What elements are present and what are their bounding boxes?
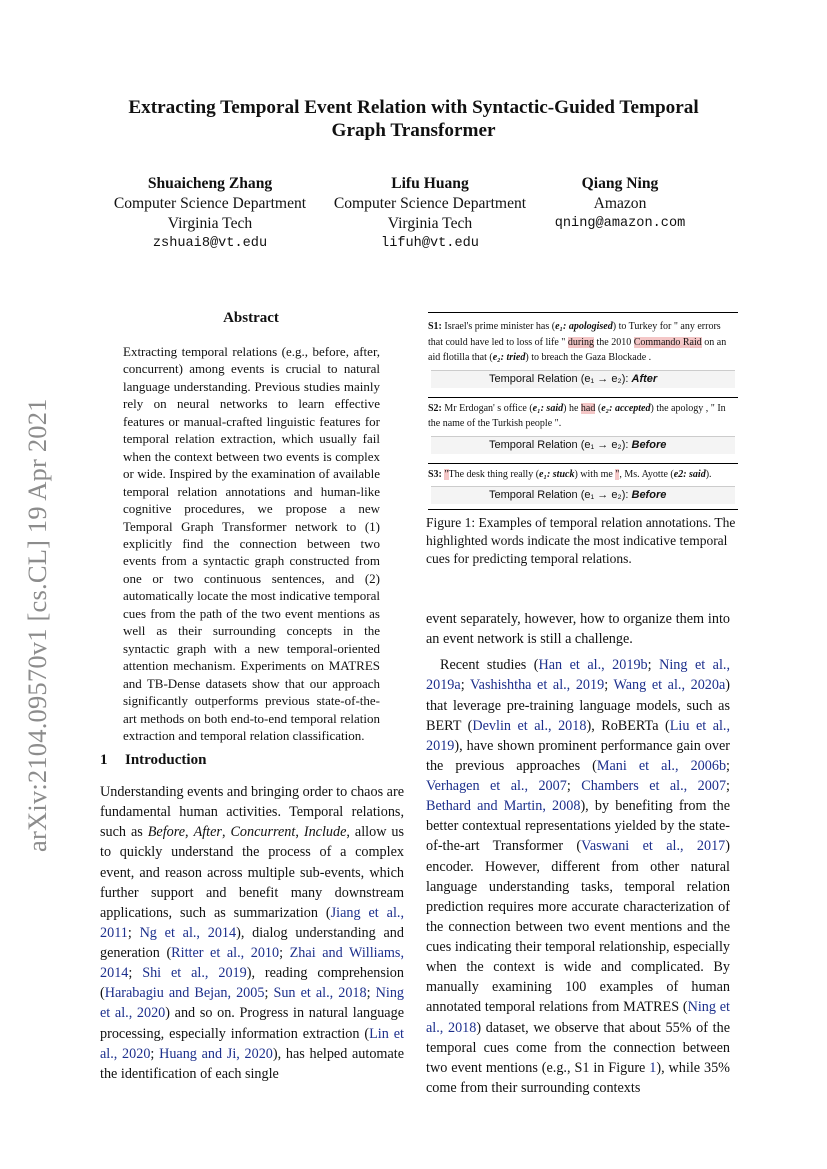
author-block-2 [325,174,535,254]
relation-value: Before [631,489,667,501]
relation-bar-s1: Temporal Relation (e₁ → e₂): After [431,370,735,388]
paper-title [80,96,747,142]
intro-column-right [426,609,730,1098]
citation-link[interactable]: Zhai and Williams, 2014 [100,945,404,982]
intro-column-left [100,782,404,1084]
intro-paragraph: Understanding events and bringing order to chaos are fundamental human activities. Temporal relations, such as Before, After, Concurrent, Include, allow us to quickly understand the process of a complex event, and reason across multiple sub-events, which further support and benefit many downstream applications, such as summarization (Jiang et al., 2011; Ng et al., 2014), dialog understanding and generation (Ritter et al., 2010; Zhai and Williams, 2014; Shi et al., 2019), reading comprehension (Harabagiu and Bejan, 2005; Sun et al., 2018; Ning et al., 2020) and so on. Progress in natural language processing, especially information extraction (Lin et al., 2020; Huang and Ji, 2020), has helped automate the identification of each single [100,784,405,1082]
relation-value: Before [631,438,667,451]
intro-paragraph: event separately, however, how to organize them into an event network is still a challenge. [426,611,730,648]
relation-bar-s2: Temporal Relation (e₁ → e₂): Before [431,436,735,454]
author-email[interactable]: zshuai8@vt.edu [152,236,268,251]
citation-link[interactable]: Mani et al., 2006b [596,757,727,774]
abstract-text: Extracting temporal relations (e.g., before, after, concurrent) among events is crucial to natural language understanding. Previous studies mainly rely on neural networks to learn effective features or manual-crafted linguistic features for temporal relation extraction, which usually fail when the context between two events is complex or wide. Inspired by the examination of available temporal relation annotations and human-like cognitive procedures, we propose a new Temporal Graph Transformer network to (1) explicitly find the connection between two events from a syntactic graph constructed from one or two continuous sentences, and (2) automatically locate the most indicative temporal cues from the path of the two event mentions as well as their surrounding concepts in the syntactic graph with a new temporal-oriented attention mechanism. Experiments on MATRES and TB-Dense datasets show that our approach significantly outperforms previous state-of-the-art methods on both end-to-end temporal relation extraction and temporal relation classification. [123,344,380,743]
relation-bar-s3: Temporal Relation (e₁ → e₂): Before [431,486,735,504]
title-line-1: Extracting Temporal Event Relation with Syntactic-Guided Temporal [128,97,699,118]
citation-link[interactable]: Vaswani et al., 2017 [581,838,726,855]
author-affiliation: Virginia Tech [387,215,473,232]
example-s1: S1: Israel's prime minister has (e₁: apologised) to Turkey for " any errors that could have led to loss of life " during the 2010 Commando Raid on an aid flotilla that (e₂: tried) to breach the Gaza Blockade . [428,321,727,363]
figure-caption: Figure 1: Examples of temporal relation annotations. The highlighted words indicate the most indicative temporal cues for predicting temporal relations. [426,515,736,566]
section-title: Introduction [125,752,207,768]
citation-link[interactable]: Shi et al., 2019 [142,965,247,982]
section-number: 1 [100,752,108,768]
section-heading [100,752,206,769]
temporal-cue-highlight: Commando Raid [633,336,702,348]
citation-link[interactable]: Ritter et al., 2010 [171,945,280,961]
temporal-cue-highlight: " [615,468,620,480]
author-affiliation: Virginia Tech [167,215,253,232]
citation-link[interactable]: Sun et al., 2018 [273,985,367,1002]
intro-paragraph: Recent studies (Han et al., 2019b; Ning et al., 2019a; Vashishtha et al., 2019; Wang et al., 2020a) that leverage pre-training language models, such as BERT (Devlin et al., 2018), RoBERTa (Liu et al., 2019), have shown prominent performance gain over the previous approaches (Mani et al., 2006b; Verhagen et al., 2007; Chambers et al., 2007; Bethard and Martin, 2008), by benefiting from the better contextual representations yielded by the state-of-the-art Transformer (Vaswani et al., 2017) encoder. However, different from other natural language understanding tasks, temporal relation prediction requires more accurate characterization of the connection between two event mentions and the cues indicating their temporal relationship, especially when the context is wide and complicated. By manually examining 100 examples of human annotated temporal relations from MATRES (Ning et al., 2018) dataset, we observe that about 55% of the temporal cues come from the connection between two event mentions (e.g., S1 in Figure 1), while 35% come from their surrounding contexts [426,657,731,1096]
author-email[interactable]: qning@amazon.com [554,216,686,231]
citation-link[interactable]: Wang et al., 2020a [613,677,726,694]
citation-link[interactable]: Ning et al., 2019a [426,657,730,694]
citation-link[interactable]: Ng et al., 2014 [139,924,237,941]
author-affiliation: Amazon [593,195,647,212]
citation-link[interactable]: Ning et al., 2018 [426,999,730,1036]
author-email[interactable]: lifuh@vt.edu [381,236,479,251]
figure-1 [428,312,738,510]
temporal-cue-highlight: " [444,468,449,480]
citation-link[interactable]: Liu et al., 2019 [426,717,731,754]
author-name: Lifu Huang [391,175,469,192]
temporal-cue-highlight: during [567,336,594,348]
citation-link[interactable]: Vashishtha et al., 2019 [469,677,605,694]
arxiv-stamp: arXiv:2104.09570v1 [cs.CL] 19 Apr 2021 [22,398,52,852]
citation-link[interactable]: Devlin et al., 2018 [472,717,587,734]
citation-link[interactable]: Huang and Ji, 2020 [159,1045,273,1062]
title-line-2: Graph Transformer [331,120,496,141]
author-name: Shuaicheng Zhang [147,175,273,192]
citation-link[interactable]: Chambers et al., 2007 [581,778,727,794]
temporal-cue-highlight: had [580,402,596,414]
author-block-3 [540,174,700,234]
author-affiliation: Computer Science Department [113,195,307,212]
abstract-heading: Abstract [223,310,279,326]
citation-link[interactable]: Ning et al., 2020 [100,985,404,1022]
citation-link[interactable]: Verhagen et al., 2007 [426,778,567,794]
figure-reference-link[interactable]: 1 [649,1059,657,1076]
citation-link[interactable]: Jiang et al., 2011 [100,904,404,941]
citation-link[interactable]: Han et al., 2019b [538,657,648,674]
example-s3: S3: "The desk thing really (e₁: stuck) with me ", Ms. Ayotte (e2: said). [428,468,712,480]
author-name: Qiang Ning [581,175,659,192]
citation-link[interactable]: Harabagiu and Bejan, 2005 [104,985,265,1002]
author-affiliation: Computer Science Department [333,195,527,212]
citation-link[interactable]: Bethard and Martin, 2008 [426,798,581,815]
author-block-1 [105,174,315,254]
example-s2: S2: Mr Erdogan' s office (e₁: said) he had (e₂: accepted) the apology , " In the name of the Turkish people ". [428,402,726,429]
relation-value: After [631,372,658,385]
citation-link[interactable]: Lin et al., 2020 [100,1025,404,1062]
